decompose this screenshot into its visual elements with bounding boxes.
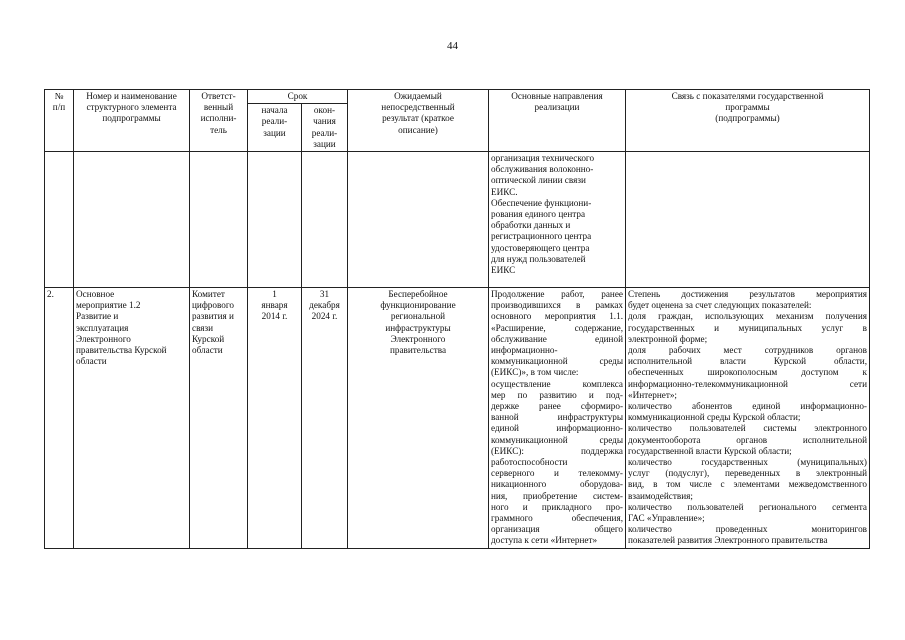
header-term-end (302, 104, 348, 152)
header-link-indicators (626, 90, 870, 152)
text-line: реализации (534, 102, 580, 113)
text-line: п/п (52, 102, 66, 113)
header-responsible (190, 90, 248, 152)
text-line: производившихся в рамках (491, 300, 623, 311)
text-line: коммуникационной среды (491, 356, 623, 367)
text-line: зации (313, 138, 336, 149)
text-line: будет оценена за счет следующих показателей: (628, 300, 812, 311)
text-line: ния, приобретение систем- (491, 490, 623, 501)
text-line: коммуникационной среды (491, 434, 623, 445)
text-line: Ответст- (201, 91, 236, 101)
text-line: декабря (309, 300, 340, 311)
text-line: информационно-телекоммуникационной сети (628, 378, 867, 389)
text-line: мер по развитию и под- (491, 389, 623, 400)
text-line: взаимодействия; (628, 490, 693, 501)
text-line: эксплуатация (76, 322, 129, 333)
cell-link (626, 152, 870, 288)
text-line: для нужд пользователей (491, 253, 586, 264)
text-line: № (54, 91, 64, 101)
text-line: Бесперебойное (388, 289, 448, 300)
text-line: 31 (319, 289, 330, 300)
text-line: тель (210, 124, 227, 135)
text-line: связи (192, 322, 214, 333)
text-line: мероприятие 1.2 (76, 300, 141, 311)
text-line: функционирование (380, 300, 456, 311)
text-line: начала (261, 105, 288, 116)
text-line: Связь с показателями государственной (671, 91, 824, 101)
text-line: 2024 г. (311, 311, 338, 322)
header-term-start (248, 104, 302, 152)
text-line: исполни- (200, 113, 237, 124)
header-structural-element (74, 90, 190, 152)
text-line: рования единого центра (491, 209, 586, 220)
text-line: доля рабочих мест сотрудников органов (628, 345, 867, 356)
text-line: Комитет (192, 289, 225, 300)
text-line: реали- (261, 116, 288, 127)
text-line: Основное (76, 289, 115, 300)
text-line: ЕИКС (491, 265, 516, 276)
cell-num (45, 152, 74, 288)
text-line: зации (263, 127, 286, 138)
text-line: структурного элемента (86, 102, 177, 113)
text-line: документооборота органов исполнительной (628, 434, 867, 445)
text-line: правительства Курской (76, 345, 167, 356)
text-line: региональной (390, 311, 446, 322)
text-line: инфраструктуры (385, 322, 451, 333)
text-line: количество проведенных мониторингов (628, 524, 867, 535)
text-line: венный (203, 102, 234, 113)
header-main-directions (489, 90, 626, 152)
text-line: 2014 г. (261, 311, 288, 322)
text-line: ГАС «Управление»; (628, 513, 705, 524)
text-line: Ожидаемый (394, 91, 442, 101)
text-line: вид, в том числе с элементами межведомственного (628, 479, 867, 490)
table-row (45, 152, 870, 288)
text-line: января (261, 300, 288, 311)
text-line: Основные направления (511, 91, 603, 101)
header-row (45, 90, 870, 104)
text-line: цифрового (192, 300, 234, 311)
table-row (45, 288, 870, 549)
text-line: 1 (272, 289, 277, 300)
text-line: области (192, 345, 223, 356)
text-line: Электронного (76, 333, 131, 344)
text-line: доступа к сети «Интернет» (491, 535, 598, 546)
text-line: (подпрограммы) (715, 113, 780, 124)
cell-responsible (190, 152, 248, 288)
text-line: обслуживание единой (491, 333, 623, 344)
text-line: основного мероприятия 1.1. (491, 311, 623, 322)
text-line: обслуживания волоконно- (491, 164, 594, 175)
text-line: «Расширение, содержание, (491, 322, 623, 333)
text-line: показателей развития Электронного правительства (628, 535, 828, 546)
cell-result (348, 288, 489, 549)
text-line: единой информационно- (491, 423, 623, 434)
text-line: коммуникационной среды Курской области; (628, 412, 801, 423)
text-line: услуг (подуслуг), переведенных в электронный (628, 468, 867, 479)
text-line: государственных и муниципальных услуг в (628, 322, 867, 333)
text-line: Развитие и (76, 311, 119, 322)
text-line: количество абонентов единой информационно- (628, 401, 867, 412)
text-line: Электронного (390, 333, 446, 344)
cell-directions (489, 288, 626, 549)
text-line: граммного обеспечения, (491, 513, 623, 524)
text-line: Обеспечение функциони- (491, 197, 592, 208)
text-line: организация общего (491, 524, 623, 535)
text-line: ного и прикладного про- (491, 501, 623, 512)
text-line: Курской (192, 333, 225, 344)
text-line: Продолжение работ, ранее (491, 289, 623, 300)
text-line: окон- (313, 105, 336, 116)
text-line: электронной форме; (628, 333, 708, 344)
subprogram-table (44, 89, 870, 549)
cell-start (248, 288, 302, 549)
header-num (45, 90, 74, 152)
text-line: программы (725, 102, 770, 113)
text-line: Номер и наименование (86, 91, 177, 101)
text-line: доля граждан, использующих механизм получения (628, 311, 867, 322)
text-line: Степень достижения результатов мероприятия (628, 289, 867, 300)
header-expected-result (348, 90, 489, 152)
text-line: количество пользователей регионального сегмента (628, 501, 867, 512)
text-line: чания (313, 116, 336, 127)
text-line: осуществление комплекса (491, 378, 623, 389)
text-line: обработки данных и (491, 220, 571, 231)
text-line: реали- (311, 127, 338, 138)
cell-responsible (190, 288, 248, 549)
text-line: «Интернет»; (628, 389, 677, 400)
text-line: ванной инфраструктуры (491, 412, 623, 423)
text-line: описание) (398, 124, 438, 135)
text-line: держке ранее сформиро- (491, 401, 623, 412)
text-line: работоспособности (491, 457, 568, 468)
text-line: правительства (389, 345, 447, 356)
text-line: регистрационного центра (491, 231, 592, 242)
cell-directions (489, 152, 626, 288)
text-line: удостоверяющего центра (491, 242, 590, 253)
text-line: оптической линии связи (491, 175, 586, 186)
text-line: результат (краткое (382, 113, 454, 124)
text-line: непосредственный (381, 102, 455, 113)
text-line: (ЕИКС)», в том числе: (491, 367, 579, 378)
cell-result (348, 152, 489, 288)
text-line: государственной власти Курской области; (628, 445, 792, 456)
text-line: информационно- (491, 345, 558, 356)
text-line: исполнительной власти Курской области, (628, 356, 867, 367)
text-line: никационного оборудова- (491, 479, 623, 490)
cell-link (626, 288, 870, 549)
text-line: обеспеченных широкополосным доступом к (628, 367, 867, 378)
text-line: количество государственных (муниципальных) (628, 457, 867, 468)
cell-name (74, 152, 190, 288)
page-number: 44 (447, 40, 458, 52)
text-line: области (76, 356, 107, 367)
text-line: серверного и телекомму- (491, 468, 623, 479)
text-line: (ЕИКС): поддержка (491, 445, 623, 456)
cell-start (248, 152, 302, 288)
cell-name (74, 288, 190, 549)
text-line: организация технического (491, 153, 595, 164)
header-term: Срок (248, 90, 348, 104)
text-line: ЕИКС. (491, 186, 518, 197)
cell-end (302, 288, 348, 549)
text-line: подпрограммы (102, 113, 161, 124)
text-line: количество пользователей системы электронного (628, 423, 867, 434)
cell-end (302, 152, 348, 288)
cell-num: 2. (45, 288, 74, 549)
text-line: развития и (192, 311, 234, 322)
